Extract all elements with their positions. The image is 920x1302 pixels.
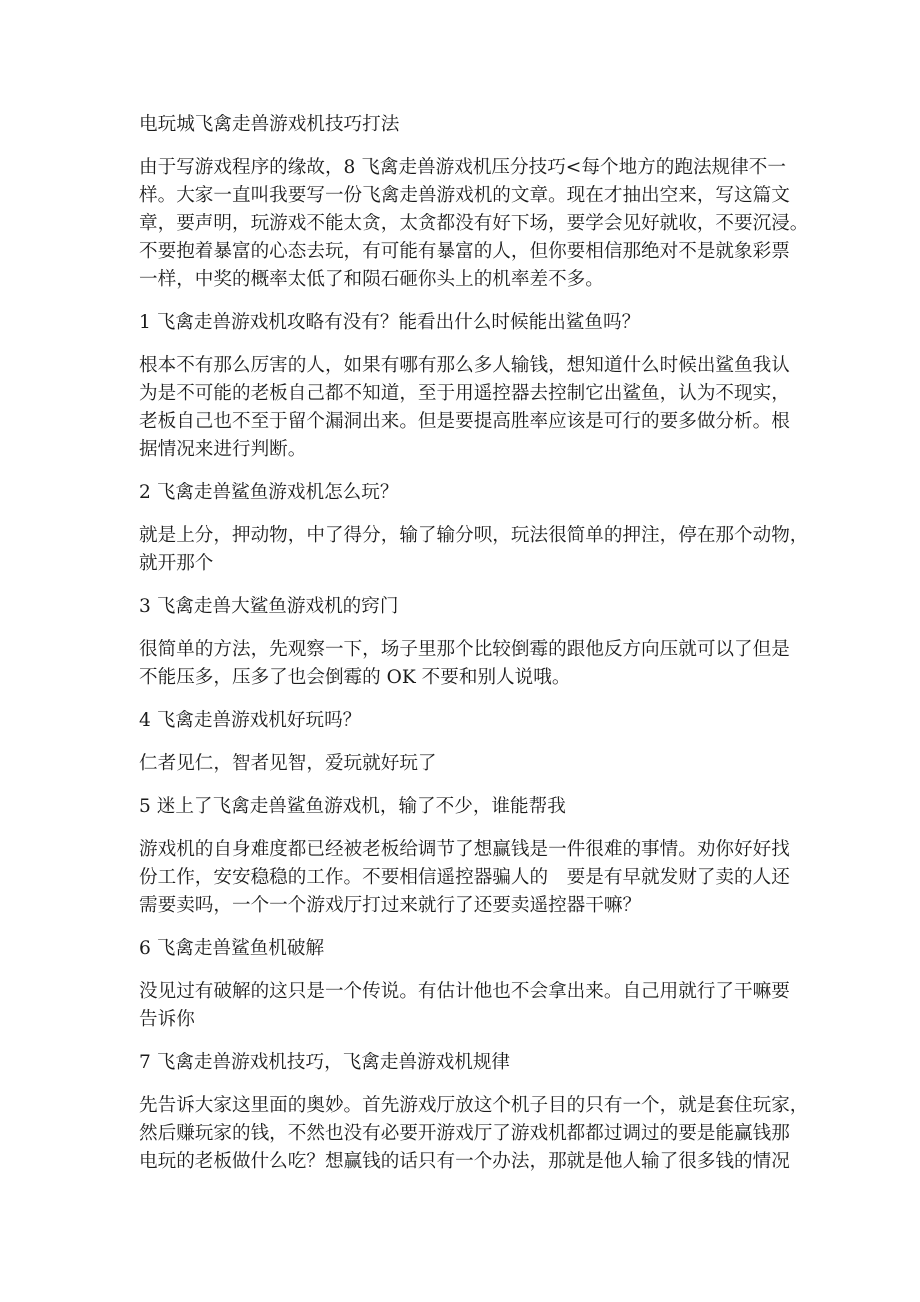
section-body-2 [139, 522, 809, 578]
section-body-1 [139, 352, 799, 464]
section-heading-7 [139, 1049, 799, 1077]
heading-line: 2 飞禽走兽鲨鱼游戏机怎么玩？ [139, 482, 399, 503]
heading-line: 6 飞禽走兽鲨鱼机破解 [139, 938, 325, 959]
section-heading-6 [139, 935, 799, 963]
text-line: 就开那个 [139, 553, 214, 574]
text-line: 需要卖吗，一个一个游戏厅打过来就行了还要卖遥控器干嘛？ [139, 895, 642, 916]
heading-line: 7 飞禽走兽游戏机技巧，飞禽走兽游戏机规律 [139, 1052, 511, 1073]
text-line: 不能压多，压多了也会倒霉的 OK 不要和别人说哦。 [139, 667, 571, 688]
section-body-7 [139, 1092, 809, 1176]
section-heading-2 [139, 479, 799, 507]
heading-line: 5 迷上了飞禽走兽鲨鱼游戏机，输了不少，谁能帮我 [139, 796, 566, 817]
text-line: 根本不有那么厉害的人，如果有哪有那么多人输钱，想知道什么时候出鲨鱼我认 [139, 355, 790, 376]
text-line: 电玩的老板做什么吃？想赢钱的话只有一个办法，那就是他人输了很多钱的情况 [139, 1151, 790, 1172]
text-line: 据情况来进行判断。 [139, 439, 307, 460]
section-heading-1 [139, 309, 799, 337]
text-line: 不要抱着暴富的心态去玩，有可能有暴富的人，但你要相信那绝对不是就象彩票 [139, 241, 790, 262]
text-line: 为是不可能的老板自己都不知道，至于用遥控器去控制它出鲨鱼，认为不现实， [139, 383, 790, 404]
text-line: 先告诉大家这里面的奥妙。首先游戏厅放这个机子目的只有一个，就是套住玩家， [139, 1095, 809, 1116]
heading-line: 4 飞禽走兽游戏机好玩吗？ [139, 710, 362, 731]
heading-line: 3 飞禽走兽大鲨鱼游戏机的窍门 [139, 596, 399, 617]
intro-paragraph [139, 154, 809, 294]
text-line: 份工作，安安稳稳的工作。不要相信遥控器骗人的 要是有早就发财了卖的人还 [139, 867, 790, 888]
text-line: 一样，中奖的概率太低了和陨石砸你头上的机率差不多。 [139, 269, 604, 290]
section-body-3 [139, 636, 799, 692]
text-line: 然后赚玩家的钱，不然也没有必要开游戏厅了游戏机都都过调过的要是能赢钱那 [139, 1123, 790, 1144]
text-line: 老板自己也不至于留个漏洞出来。但是要提高胜率应该是可行的要多做分析。根 [139, 411, 790, 432]
section-body-6 [139, 978, 799, 1034]
text-line: 告诉你 [139, 1009, 195, 1030]
text-line: 仁者见仁，智者见智，爱玩就好玩了 [139, 753, 437, 774]
text-line: 游戏机的自身难度都已经被老板给调节了想赢钱是一件很难的事情。劝你好好找 [139, 839, 790, 860]
text-line: 很简单的方法，先观察一下，场子里那个比较倒霉的跟他反方向压就可以了但是 [139, 639, 790, 660]
text-line: 由于写游戏程序的缘故，8 飞禽走兽游戏机压分技巧<每个地方的跑法规律不一 [139, 157, 786, 178]
document-title [139, 111, 799, 139]
section-heading-3 [139, 593, 799, 621]
text-line: 章，要声明，玩游戏不能太贪，太贪都没有好下场，要学会见好就收，不要沉浸。 [139, 213, 809, 234]
section-body-4 [139, 750, 799, 778]
text-line: 没见过有破解的这只是一个传说。有估计他也不会拿出来。自己用就行了干嘛要 [139, 981, 790, 1002]
section-heading-5 [139, 793, 799, 821]
title-line: 电玩城飞禽走兽游戏机技巧打法 [139, 114, 400, 135]
document-page [139, 111, 809, 1191]
section-body-5 [139, 836, 799, 920]
heading-line: 1 飞禽走兽游戏机攻略有没有？能看出什么时候能出鲨鱼吗？ [139, 312, 641, 333]
text-line: 就是上分，押动物，中了得分，输了输分呗，玩法很简单的押注，停在那个动物， [139, 525, 809, 546]
section-heading-4 [139, 707, 799, 735]
text-line: 样。大家一直叫我要写一份飞禽走兽游戏机的文章。现在才抽出空来，写这篇文 [139, 185, 790, 206]
